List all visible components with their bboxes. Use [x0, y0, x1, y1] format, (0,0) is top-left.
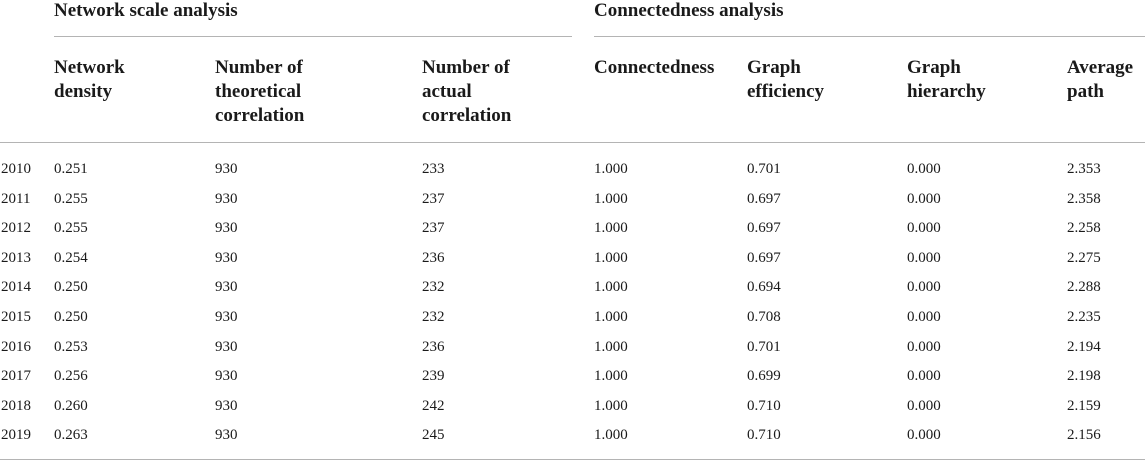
cell-theoretical: 930 — [215, 161, 238, 177]
cell-density: 0.256 — [54, 368, 88, 385]
cell-hierarchy: 0.000 — [907, 368, 941, 385]
table-row — [0, 397, 1145, 427]
cell-hierarchy: 0.000 — [907, 309, 941, 325]
cell-theoretical: 930 — [215, 338, 238, 355]
bottom-rule — [0, 459, 1145, 460]
cell-density: 0.255 — [54, 220, 88, 237]
group-rule-connectedness — [594, 36, 1145, 37]
cell-efficiency: 0.701 — [747, 161, 781, 177]
header-graph-hierarchy-line2: hierarchy — [907, 81, 986, 102]
cell-actual: 242 — [422, 397, 445, 414]
cell-efficiency: 0.699 — [747, 368, 781, 385]
table-row — [0, 308, 1145, 338]
cell-actual: 239 — [422, 368, 445, 385]
cell-year: 2015 — [1, 309, 31, 325]
cell-density: 0.260 — [54, 397, 88, 414]
cell-density: 0.250 — [54, 279, 88, 296]
header-graph-efficiency — [747, 56, 824, 104]
header-theoretical-line2: theoretical — [215, 81, 302, 102]
cell-average-path: 2.288 — [1067, 279, 1101, 296]
cell-actual: 236 — [422, 249, 445, 266]
cell-year: 2017 — [1, 368, 31, 385]
cell-year: 2019 — [1, 427, 31, 444]
table-row — [0, 249, 1145, 279]
cell-connectedness: 1.000 — [594, 249, 628, 266]
cell-hierarchy: 0.000 — [907, 249, 941, 266]
header-network-density-line1: Network — [54, 57, 125, 78]
header-average-path-line1: Average — [1067, 57, 1134, 78]
group-title-network-scale: Network scale analysis — [54, 0, 238, 21]
table-row — [0, 426, 1145, 456]
header-connectedness-line1: Connectedness — [594, 57, 715, 78]
header-theoretical-line3: correlation — [215, 105, 305, 126]
cell-actual: 245 — [422, 427, 445, 444]
cell-efficiency: 0.697 — [747, 249, 781, 266]
table-row — [0, 190, 1145, 220]
cell-density: 0.263 — [54, 427, 88, 444]
cell-average-path: 2.358 — [1067, 190, 1101, 207]
header-network-density — [54, 56, 125, 104]
cell-year: 2011 — [1, 190, 31, 207]
cell-hierarchy: 0.000 — [907, 427, 941, 444]
cell-hierarchy: 0.000 — [907, 338, 941, 355]
header-graph-efficiency-line2: efficiency — [747, 81, 825, 102]
table-row — [0, 278, 1145, 308]
cell-efficiency: 0.710 — [747, 427, 781, 444]
cell-efficiency: 0.694 — [747, 279, 781, 296]
cell-connectedness: 1.000 — [594, 220, 628, 237]
table-row — [0, 160, 1145, 190]
header-actual-line3: correlation — [422, 105, 512, 126]
cell-efficiency: 0.708 — [747, 309, 781, 325]
cell-average-path: 2.198 — [1067, 368, 1101, 385]
cell-density: 0.255 — [54, 190, 88, 207]
cell-density: 0.250 — [54, 309, 88, 325]
header-network-density-line2: density — [54, 81, 113, 102]
header-actual-correlation — [422, 56, 511, 128]
header-actual-line1: Number of — [422, 57, 510, 78]
cell-connectedness: 1.000 — [594, 309, 628, 325]
cell-year: 2018 — [1, 397, 31, 414]
cell-density: 0.254 — [54, 249, 88, 266]
cell-year: 2014 — [1, 279, 31, 296]
cell-connectedness: 1.000 — [594, 368, 628, 385]
cell-efficiency: 0.710 — [747, 397, 781, 414]
cell-average-path: 2.235 — [1067, 309, 1101, 325]
cell-year: 2012 — [1, 220, 31, 237]
cell-average-path: 2.275 — [1067, 249, 1101, 266]
header-theoretical-correlation — [215, 56, 304, 128]
cell-actual: 236 — [422, 338, 445, 355]
cell-average-path: 2.194 — [1067, 338, 1101, 355]
cell-year: 2016 — [1, 338, 31, 355]
header-average-path — [1067, 56, 1133, 104]
cell-efficiency: 0.697 — [747, 190, 781, 207]
cell-density: 0.251 — [54, 161, 88, 177]
header-actual-line2: actual — [422, 81, 472, 102]
cell-year: 2013 — [1, 249, 31, 266]
cell-connectedness: 1.000 — [594, 190, 628, 207]
cell-connectedness: 1.000 — [594, 397, 628, 414]
cell-hierarchy: 0.000 — [907, 161, 941, 177]
cell-density: 0.253 — [54, 338, 88, 355]
header-connectedness — [594, 56, 714, 80]
header-average-path-line2: path — [1067, 81, 1104, 102]
cell-connectedness: 1.000 — [594, 161, 628, 177]
cell-theoretical: 930 — [215, 427, 238, 444]
cell-theoretical: 930 — [215, 368, 238, 385]
cell-connectedness: 1.000 — [594, 427, 628, 444]
cell-average-path: 2.353 — [1067, 161, 1101, 177]
cell-hierarchy: 0.000 — [907, 279, 941, 296]
cell-hierarchy: 0.000 — [907, 190, 941, 207]
header-rule — [0, 142, 1145, 143]
header-graph-hierarchy — [907, 56, 986, 104]
cell-average-path: 2.156 — [1067, 427, 1101, 444]
cell-hierarchy: 0.000 — [907, 397, 941, 414]
group-title-connectedness: Connectedness analysis — [594, 0, 784, 21]
cell-actual: 232 — [422, 309, 445, 325]
table-row — [0, 219, 1145, 249]
cell-theoretical: 930 — [215, 397, 238, 414]
group-rule-network-scale — [54, 36, 572, 37]
cell-theoretical: 930 — [215, 190, 238, 207]
table-row — [0, 338, 1145, 368]
table-row — [0, 367, 1145, 397]
cell-theoretical: 930 — [215, 279, 238, 296]
cell-average-path: 2.159 — [1067, 397, 1101, 414]
cell-connectedness: 1.000 — [594, 338, 628, 355]
cell-hierarchy: 0.000 — [907, 220, 941, 237]
cell-efficiency: 0.697 — [747, 220, 781, 237]
cell-year: 2010 — [1, 161, 31, 177]
cell-theoretical: 930 — [215, 249, 238, 266]
header-theoretical-line1: Number of — [215, 57, 303, 78]
cell-actual: 233 — [422, 161, 445, 177]
header-graph-hierarchy-line1: Graph — [907, 57, 961, 78]
cell-connectedness: 1.000 — [594, 279, 628, 296]
header-graph-efficiency-line1: Graph — [747, 57, 801, 78]
cell-average-path: 2.258 — [1067, 220, 1101, 237]
cell-efficiency: 0.701 — [747, 338, 781, 355]
cell-theoretical: 930 — [215, 309, 238, 325]
cell-actual: 237 — [422, 190, 445, 207]
cell-actual: 232 — [422, 279, 445, 296]
cell-theoretical: 930 — [215, 220, 238, 237]
cell-actual: 237 — [422, 220, 445, 237]
